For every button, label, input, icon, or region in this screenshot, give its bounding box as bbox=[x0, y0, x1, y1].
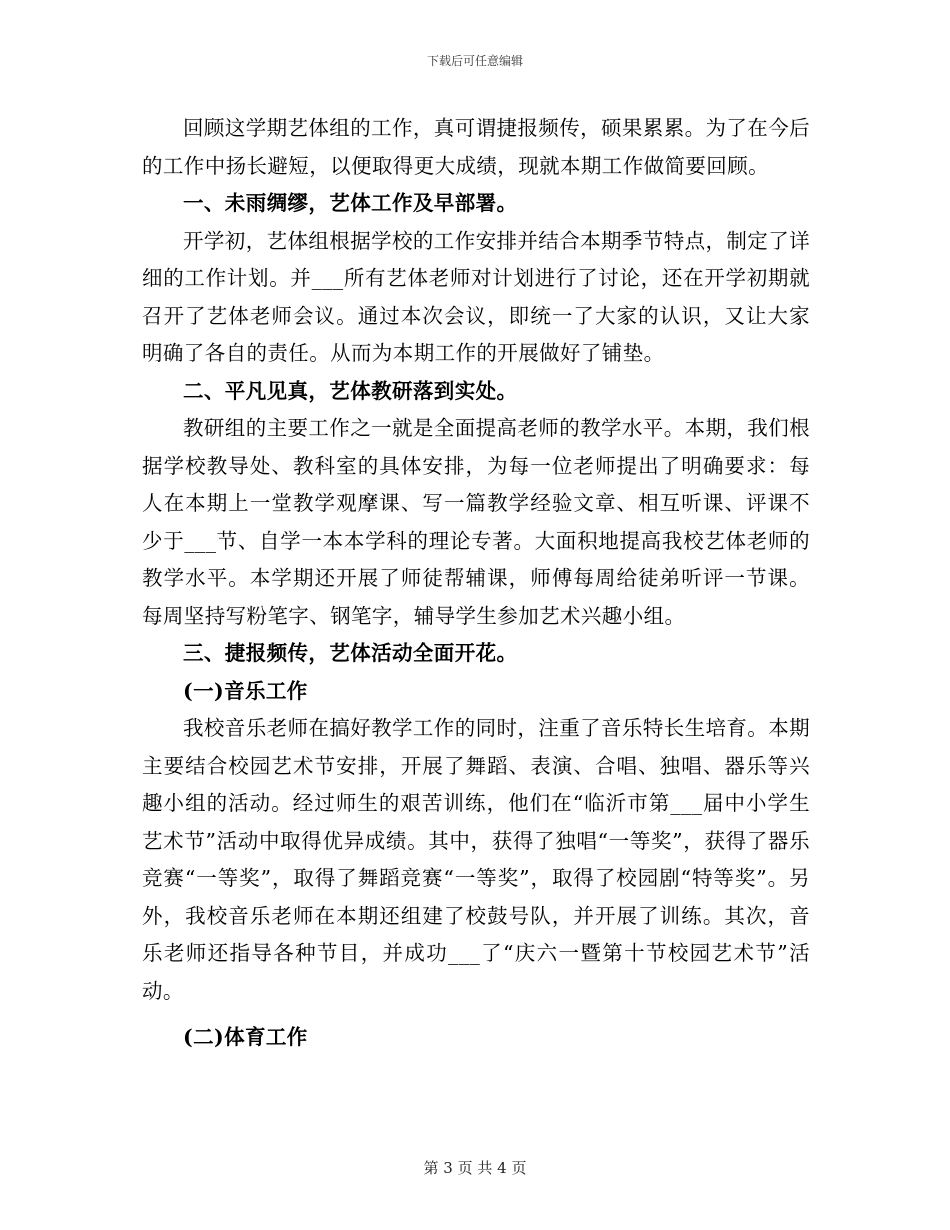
page-footer: 第 3 页 共 4 页 bbox=[423, 1159, 527, 1177]
section-2-paragraph: 教研组的主要工作之一就是全面提高老师的教学水平。本期，我们根据学校教导处、教科室的具体安排，为每一位老师提出了明确要求：每人在本期上一堂教学观摩课、写一篇教学经验文章、相互听课、评课不少于___节、自学一本本学科的理论专著。大面积地提高我校艺体老师的教学水平。本学期还开展了师徒帮辅课，师傅每周给徒弟听评一节课。每周坚持写粉笔字、钢笔字，辅导学生参加艺术兴趣小组。 bbox=[142, 416, 810, 628]
subsection-heading-music: (一)音乐工作 bbox=[183, 678, 308, 703]
page-header: 下载后可任意编辑 bbox=[426, 54, 523, 68]
subsection-heading-sports: (二)体育工作 bbox=[183, 1025, 308, 1049]
intro-paragraph: 回顾这学期艺体组的工作，真可谓捷报频传，硕果累累。为了在今后的工作中扬长避短，以便取得更大成绩，现就本期工作做简要回顾。 bbox=[142, 116, 810, 178]
section-heading-1: 一、未雨绸缪，艺体工作及早部署。 bbox=[183, 191, 518, 215]
section-heading-3: 三、捷报频传，艺体活动全面开花。 bbox=[183, 641, 518, 665]
music-paragraph: 我校音乐老师在搞好教学工作的同时，注重了音乐特长生培育。本期主要结合校园艺术节安排，开展了舞蹈、表演、合唱、独唱、器乐等兴趣小组的活动。经过师生的艰苦训练，他们在“临沂市第___届中小学生艺术节”活动中取得优异成绩。其中，获得了独唱“一等奖”，获得了器乐竞赛“一等奖”，取得了舞蹈竞赛“一等奖”，取得了校园剧“特等奖”。另外，我校音乐老师在本期还组建了校鼓号队，并开展了训练。其次，音乐老师还指导各种节目，并成功___了“庆六一暨第十节校园艺术节”活动。 bbox=[142, 716, 810, 1003]
section-heading-2: 二、平凡见真，艺体教研落到实处。 bbox=[183, 378, 518, 403]
document-body bbox=[142, 110, 810, 1057]
section-1-paragraph: 开学初，艺体组根据学校的工作安排并结合本期季节特点，制定了详细的工作计划。并___所有艺体老师对计划进行了讨论，还在开学初期就召开了艺体老师会议。通过本次会议，即统一了大家的认识，又让大家明确了各自的责任。从而为本期工作的开展做好了铺垫。 bbox=[142, 228, 810, 365]
